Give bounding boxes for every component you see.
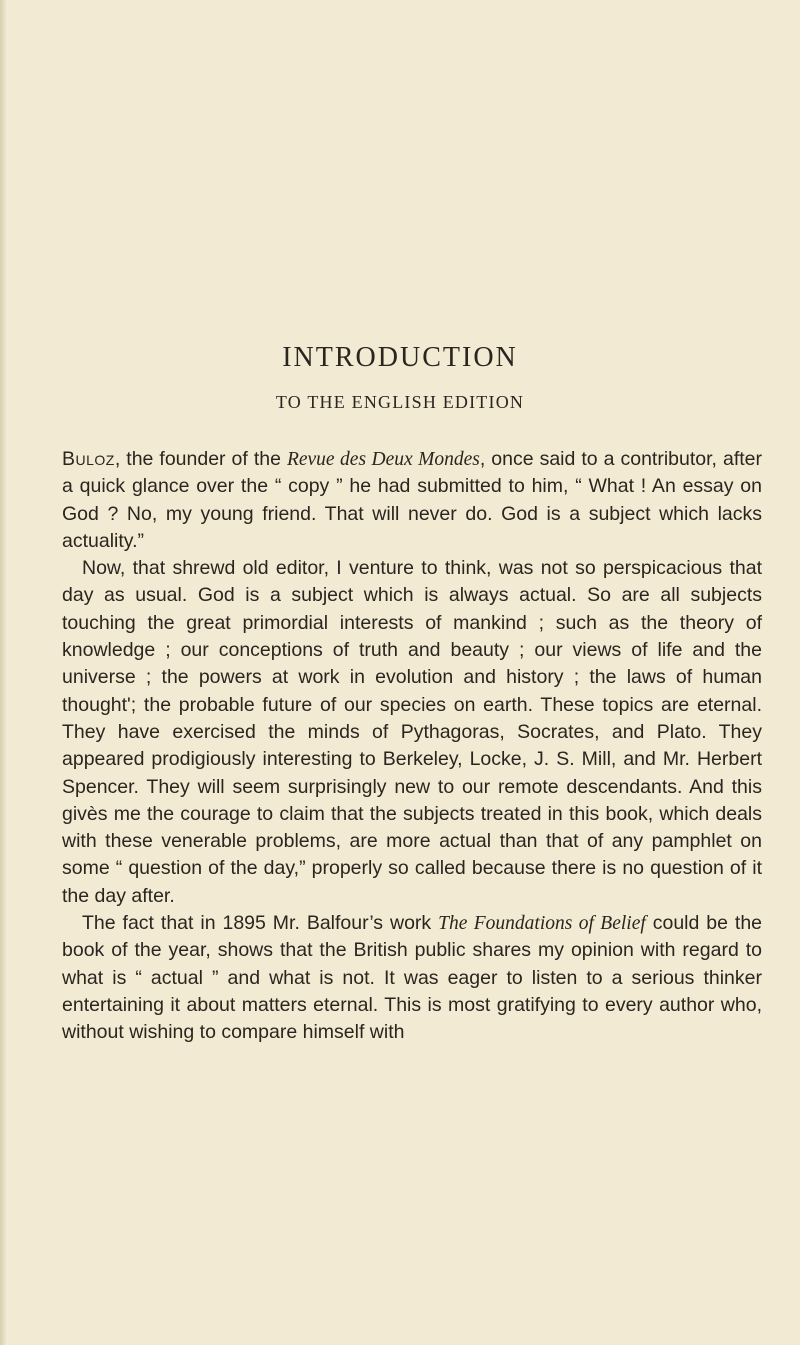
paragraph-3	[62, 910, 762, 1046]
paragraph-1-text-a: , the founder of the	[114, 448, 287, 470]
paragraph-2: Now, that shrewd old editor, I venture to think, was not so perspicacious that day as usual. God is a subject which is always actual. So are all subjects touching the great primordial interests of mankind ; such as the theory of knowledge ; our conceptions of truth and beauty ; our views of life and the universe ; the powers at work in evolution and history ; the laws of human thought'; the probable future of our species on earth. These topics are eternal. They have exercised the minds of Pythagoras, Socrates, and Plato. They appeared prodigiously interesting to Berkeley, Locke, J. S. Mill, and Mr. Herbert Spencer. They will seem surprisingly new to our remote descendants. And this givès me the courage to claim that the subjects treated in this book, which deals with these venerable problems, are more actual than that of any pamphlet on some “ question of the day,” properly so called because there is no question of it the day after.	[62, 557, 762, 907]
paragraph-1-text-b: , once said to a contributor, after a quick glance over the “ copy ” he had submitted to him, “ What ! An essay on God ? No, my young friend. That will never do. God is a subject which lacks actuality.”	[62, 448, 762, 552]
paragraph-3-text-a: The fact that in 1895 Mr. Balfour’s work	[82, 912, 439, 935]
section-title: INTRODUCTION	[282, 342, 518, 373]
paragraph-1	[62, 446, 762, 555]
paragraph-3-text-b: could be the book of the year, shows that the British public shares my opinion with regard to what is “ actual ” and what is not. It was eager to listen to a serious thinker entertaining it about matters eternal. This is most gratifying to every author who, without wishing to compare himself with	[62, 912, 763, 1044]
section-subtitle: TO THE ENGLISH EDITION	[275, 392, 525, 412]
body-text	[62, 446, 762, 1047]
page-edge	[0, 0, 6, 1345]
journal-title: Revue des Deux Mondes	[286, 449, 480, 470]
lead-name: Buloz	[62, 448, 115, 470]
book-title: The Foundations of Belief	[438, 913, 646, 935]
